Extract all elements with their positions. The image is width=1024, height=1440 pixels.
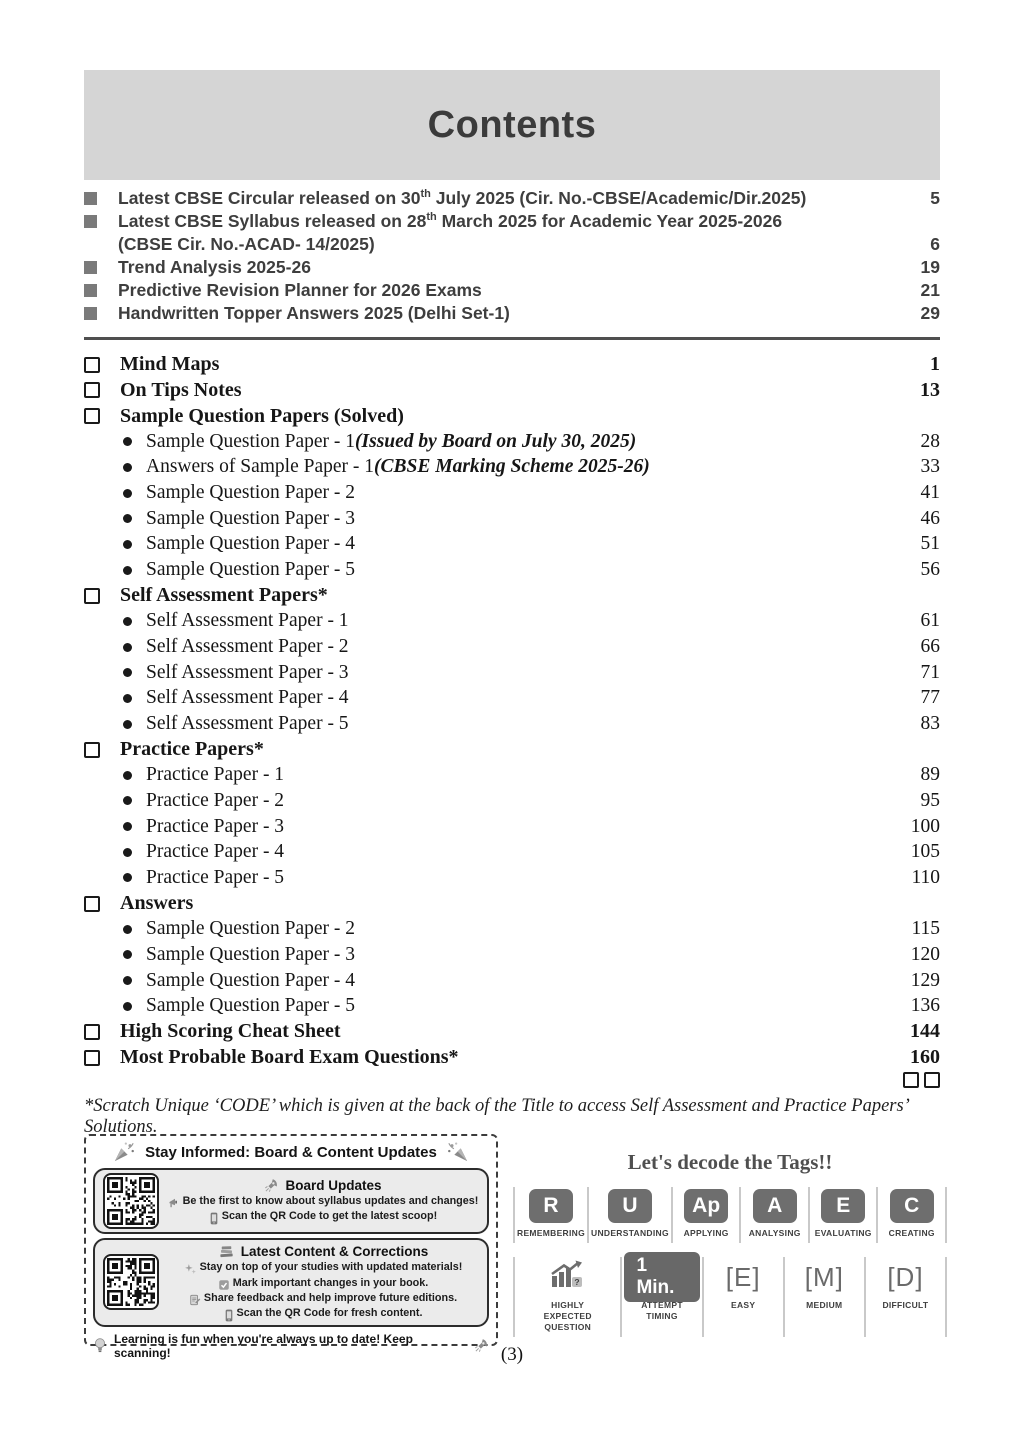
toc-item: [84, 942, 940, 968]
update-line: Mark important changes in your book.: [167, 1276, 479, 1291]
qr-code: [103, 1173, 159, 1229]
toc-bullet-icon: [123, 771, 132, 780]
megaphone-icon: [168, 1197, 180, 1209]
item-text: Latest CBSE Circular released on 30th July 2025 (Cir. No.-CBSE/Academic/Dir.2025): [118, 188, 807, 208]
toc-bullet-icon: [123, 668, 132, 677]
toc-bullet-icon: [123, 976, 132, 985]
toc-page-number: 83: [920, 713, 940, 735]
item-text: Predictive Revision Planner for 2026 Exams: [118, 280, 482, 300]
books-icon: [218, 1244, 235, 1259]
tag-cell: [515, 1257, 622, 1337]
toc-item: [84, 429, 940, 455]
party-popper-icon: [113, 1141, 135, 1163]
difficulty-bracket: [M]: [804, 1261, 844, 1292]
toc-label: Sample Question Paper - 1: [146, 430, 356, 452]
tag-label: HIGHLY EXPECTED QUESTION: [543, 1300, 592, 1333]
update-section-board-updates: [93, 1168, 489, 1234]
toc-page-number: 120: [910, 943, 940, 965]
toc-label: Practice Paper - 3: [146, 815, 285, 837]
toc-page-number: 115: [911, 918, 940, 940]
sparkles-icon: [184, 1263, 197, 1276]
tag-cell: [704, 1257, 785, 1337]
toc-bullet-icon: [123, 566, 132, 575]
toc-label: Most Probable Board Exam Questions*: [120, 1046, 459, 1069]
tag-letter-box: R: [529, 1189, 573, 1223]
toc-bullet-icon: [84, 1050, 100, 1066]
page-number: 6: [930, 234, 940, 254]
tag-letter-box: A: [753, 1189, 797, 1223]
toc-bullet-icon: [123, 925, 132, 934]
toc-page-number: 41: [920, 482, 940, 504]
phone-icon: [209, 1212, 219, 1225]
updates-box-footer: Learning is fun when you're always up to date! Keep scanning!: [93, 1332, 489, 1360]
toc-bullet-icon: [123, 694, 132, 703]
tag-label: EVALUATING: [814, 1228, 872, 1238]
toc-page-number: 46: [920, 507, 940, 529]
update-line: Share feedback and help improve future editions.: [167, 1291, 479, 1306]
tag-label: MEDIUM: [806, 1300, 843, 1311]
tag-letter-box: C: [890, 1189, 934, 1223]
toc-label: Practice Paper - 2: [146, 789, 285, 811]
toc-page-number: 110: [911, 866, 940, 888]
superscript: th: [420, 188, 431, 201]
toc-bullet-icon: [123, 437, 132, 446]
toc-note: (Issued by Board on July 30, 2025): [355, 430, 637, 452]
page-number: 29: [920, 303, 940, 323]
page-number: 19: [920, 257, 940, 277]
toc-page-number: 89: [920, 764, 940, 786]
updates-box-title-row: [93, 1140, 489, 1164]
toc-item: [84, 737, 940, 763]
tag-label: UNDERSTANDING: [591, 1228, 669, 1238]
square-icon: [924, 1072, 940, 1088]
circular-list-item: [84, 279, 940, 302]
toc-label: Sample Question Paper - 4: [146, 969, 356, 991]
toc-bullet-icon: [84, 357, 100, 373]
tag-cell: [878, 1187, 947, 1243]
toc-label: Sample Question Paper - 5: [146, 559, 356, 581]
toc-page-number: 56: [920, 559, 940, 581]
toc-label: Practice Paper - 1: [146, 764, 285, 786]
toc-label: Answers of Sample Paper - 1: [146, 456, 374, 478]
toc-page-number: 1: [930, 353, 940, 376]
toc-item: [84, 814, 940, 840]
toc-page-number: 129: [910, 969, 940, 991]
toc-page-number: 160: [910, 1046, 940, 1069]
update-line: Scan the QR Code to get the latest scoop!: [167, 1209, 479, 1225]
tag-label: EASY: [730, 1300, 756, 1311]
toc-page-number: 51: [920, 533, 940, 555]
toc-item: [84, 403, 940, 429]
footnote: *Scratch Unique ‘CODE’ which is given at the back of the Title to access Self Assessment and Practice Papers’ Solutions.: [84, 1096, 908, 1137]
tag-label: ATTEMPT TIMING: [641, 1300, 683, 1322]
toc-item: [84, 609, 940, 635]
toc-page-number: 77: [920, 687, 940, 709]
toc-page-number: 95: [920, 789, 940, 811]
tag-cell: [673, 1187, 742, 1243]
toc-bullet-icon: [123, 848, 132, 857]
toc-bullet-icon: [123, 1002, 132, 1011]
toc-bullet-icon: [84, 742, 100, 758]
toc-bullet-icon: [84, 588, 100, 604]
toc-item: [84, 634, 940, 660]
checkbox-icon: [218, 1279, 230, 1291]
toc-bullet-icon: [123, 643, 132, 652]
toc-item: [84, 532, 940, 558]
circular-list-item: [84, 210, 940, 256]
toc-page-number: 71: [920, 661, 940, 683]
update-section-title: Latest Content & Corrections: [167, 1243, 479, 1260]
toc-item: [84, 711, 940, 737]
tag-cell: [589, 1187, 673, 1243]
toc-label: Sample Question Paper - 2: [146, 918, 356, 940]
toc-page-number: 61: [920, 610, 940, 632]
tags-row-meta: [513, 1257, 947, 1337]
toc-label: Self Assessment Paper - 5: [146, 713, 349, 735]
tag-letter-box: Ap: [684, 1189, 728, 1223]
toc-bullet-icon: [123, 540, 132, 549]
toc-page-number: 33: [920, 456, 940, 478]
page-footer-number: (3): [500, 1344, 524, 1365]
difficulty-bracket: [E]: [725, 1261, 761, 1292]
tag-letter-box: E: [821, 1189, 865, 1223]
toc-item: [84, 891, 940, 917]
square-bullet-icon: [84, 284, 97, 297]
toc-item: [84, 1045, 940, 1071]
toc-label: Self Assessment Paper - 3: [146, 661, 349, 683]
toc-item: [84, 1019, 940, 1045]
update-line: Stay on top of your studies with updated materials!: [167, 1260, 479, 1276]
tag-label: APPLYING: [683, 1228, 729, 1238]
tag-cell: [515, 1187, 589, 1243]
toc-item: [84, 455, 940, 481]
tags-legend: [513, 1150, 947, 1337]
toc-label: Sample Question Paper - 5: [146, 995, 356, 1017]
toc-page-number: 105: [910, 841, 940, 863]
toc-label: Practice Paper - 4: [146, 841, 285, 863]
toc-label: High Scoring Cheat Sheet: [120, 1020, 341, 1043]
tag-cell: [785, 1257, 866, 1337]
toc-bullet-icon: [123, 617, 132, 626]
trend-chart-icon: [547, 1259, 589, 1296]
toc-bullet-icon: [123, 796, 132, 805]
toc-label: Sample Question Paper - 3: [146, 507, 356, 529]
toc-item: [84, 839, 940, 865]
toc-label: Sample Question Papers (Solved): [120, 404, 404, 427]
toc-label: Self Assessment Paper - 4: [146, 687, 349, 709]
toc-label: Self Assessment Paper - 2: [146, 636, 349, 658]
tags-heading: Let's decode the Tags!!: [627, 1150, 833, 1174]
updates-box-title: Stay Informed: Board & Content Updates: [145, 1143, 437, 1161]
update-section-content-corrections: [93, 1238, 489, 1327]
toc-page-number: 144: [910, 1020, 940, 1043]
toc-item: [84, 378, 940, 404]
page-number: 21: [920, 280, 940, 300]
circular-list-item: [84, 256, 940, 279]
page-title: Contents: [427, 103, 597, 146]
toc-item: [84, 480, 940, 506]
toc-bullet-icon: [123, 514, 132, 523]
toc-label: Practice Paper - 5: [146, 866, 285, 888]
toc-list: [84, 352, 940, 1070]
toc-item: [84, 583, 940, 609]
toc-bullet-icon: [123, 463, 132, 472]
toc-item: [84, 993, 940, 1019]
toc-label: Self Assessment Papers*: [120, 584, 328, 607]
toc-item: [84, 506, 940, 532]
tag-letter-box: U: [608, 1189, 652, 1223]
toc-item: [84, 686, 940, 712]
toc-label: Sample Question Paper - 2: [146, 482, 356, 504]
difficulty-bracket: [D]: [887, 1261, 924, 1292]
toc-label: Practice Papers*: [120, 738, 264, 761]
section-divider: [84, 337, 940, 340]
attempt-timing-box: 1 Min.: [624, 1252, 699, 1302]
toc-end-squares: [903, 1072, 940, 1088]
toc-item: [84, 352, 940, 378]
tag-label: REMEMBERING: [517, 1228, 585, 1238]
updates-box: [84, 1134, 498, 1360]
item-text: Latest CBSE Syllabus released on 28th March 2025 for Academic Year 2025-2026 (CBSE Cir. No.-ACAD- 14/2025): [118, 211, 783, 254]
tag-label: ANALYSING: [748, 1228, 801, 1238]
toc-bullet-icon: [84, 382, 100, 398]
tag-cell: [810, 1187, 879, 1243]
tag-cell: [866, 1257, 947, 1337]
tag-cell: [741, 1187, 810, 1243]
toc-label: On Tips Notes: [120, 378, 242, 401]
toc-page-number: 136: [910, 995, 940, 1017]
memo-icon: [189, 1294, 201, 1306]
tag-label: CREATING: [888, 1228, 935, 1238]
toc-bullet-icon: [123, 822, 132, 831]
square-bullet-icon: [84, 215, 97, 228]
tag-cell: [622, 1257, 703, 1337]
party-popper-icon: [447, 1141, 469, 1163]
toc-item: [84, 557, 940, 583]
phone-icon: [224, 1309, 234, 1322]
qr-code: [103, 1254, 159, 1310]
rocket-icon: [264, 1178, 279, 1193]
square-bullet-icon: [84, 261, 97, 274]
page-number: 5: [930, 188, 940, 208]
item-text: Trend Analysis 2025-26: [118, 257, 311, 277]
toc-bullet-icon: [84, 1024, 100, 1040]
toc-item: [84, 660, 940, 686]
toc-bullet-icon: [84, 408, 100, 424]
toc-item: [84, 763, 940, 789]
toc-label: Answers: [120, 892, 194, 915]
toc-bullet-icon: [123, 950, 132, 959]
tags-row-blooms: [513, 1187, 947, 1243]
toc-item: [84, 788, 940, 814]
square-bullet-icon: [84, 192, 97, 205]
toc-bullet-icon: [123, 489, 132, 498]
circular-list: [84, 187, 940, 325]
toc-note: (CBSE Marking Scheme 2025-26): [374, 456, 650, 478]
contents-header: [84, 70, 940, 180]
superscript: th: [426, 211, 437, 224]
toc-label: Sample Question Paper - 4: [146, 533, 356, 555]
toc-label: Sample Question Paper - 3: [146, 943, 356, 965]
square-icon: [903, 1072, 919, 1088]
toc-page-number: 28: [920, 430, 940, 452]
toc-item: [84, 968, 940, 994]
tag-label: DIFFICULT: [882, 1300, 929, 1311]
update-line: Scan the QR Code for fresh content.: [167, 1306, 479, 1322]
circular-list-item: [84, 187, 940, 210]
toc-item: [84, 865, 940, 891]
square-bullet-icon: [84, 307, 97, 320]
item-text: Handwritten Topper Answers 2025 (Delhi Set-1): [118, 303, 510, 323]
toc-page-number: 100: [910, 815, 940, 837]
toc-page-number: 66: [920, 636, 940, 658]
toc-page-number: 13: [920, 378, 940, 401]
toc-bullet-icon: [123, 720, 132, 729]
toc-label: Self Assessment Paper - 1: [146, 610, 349, 632]
update-section-title: Board Updates: [167, 1177, 479, 1194]
toc-item: [84, 916, 940, 942]
toc-label: Mind Maps: [120, 353, 220, 376]
svg-text:?: ?: [574, 1276, 580, 1287]
toc-bullet-icon: [84, 896, 100, 912]
toc-bullet-icon: [123, 873, 132, 882]
update-line: Be the first to know about syllabus updates and changes!: [167, 1194, 479, 1209]
circular-list-item: [84, 302, 940, 325]
